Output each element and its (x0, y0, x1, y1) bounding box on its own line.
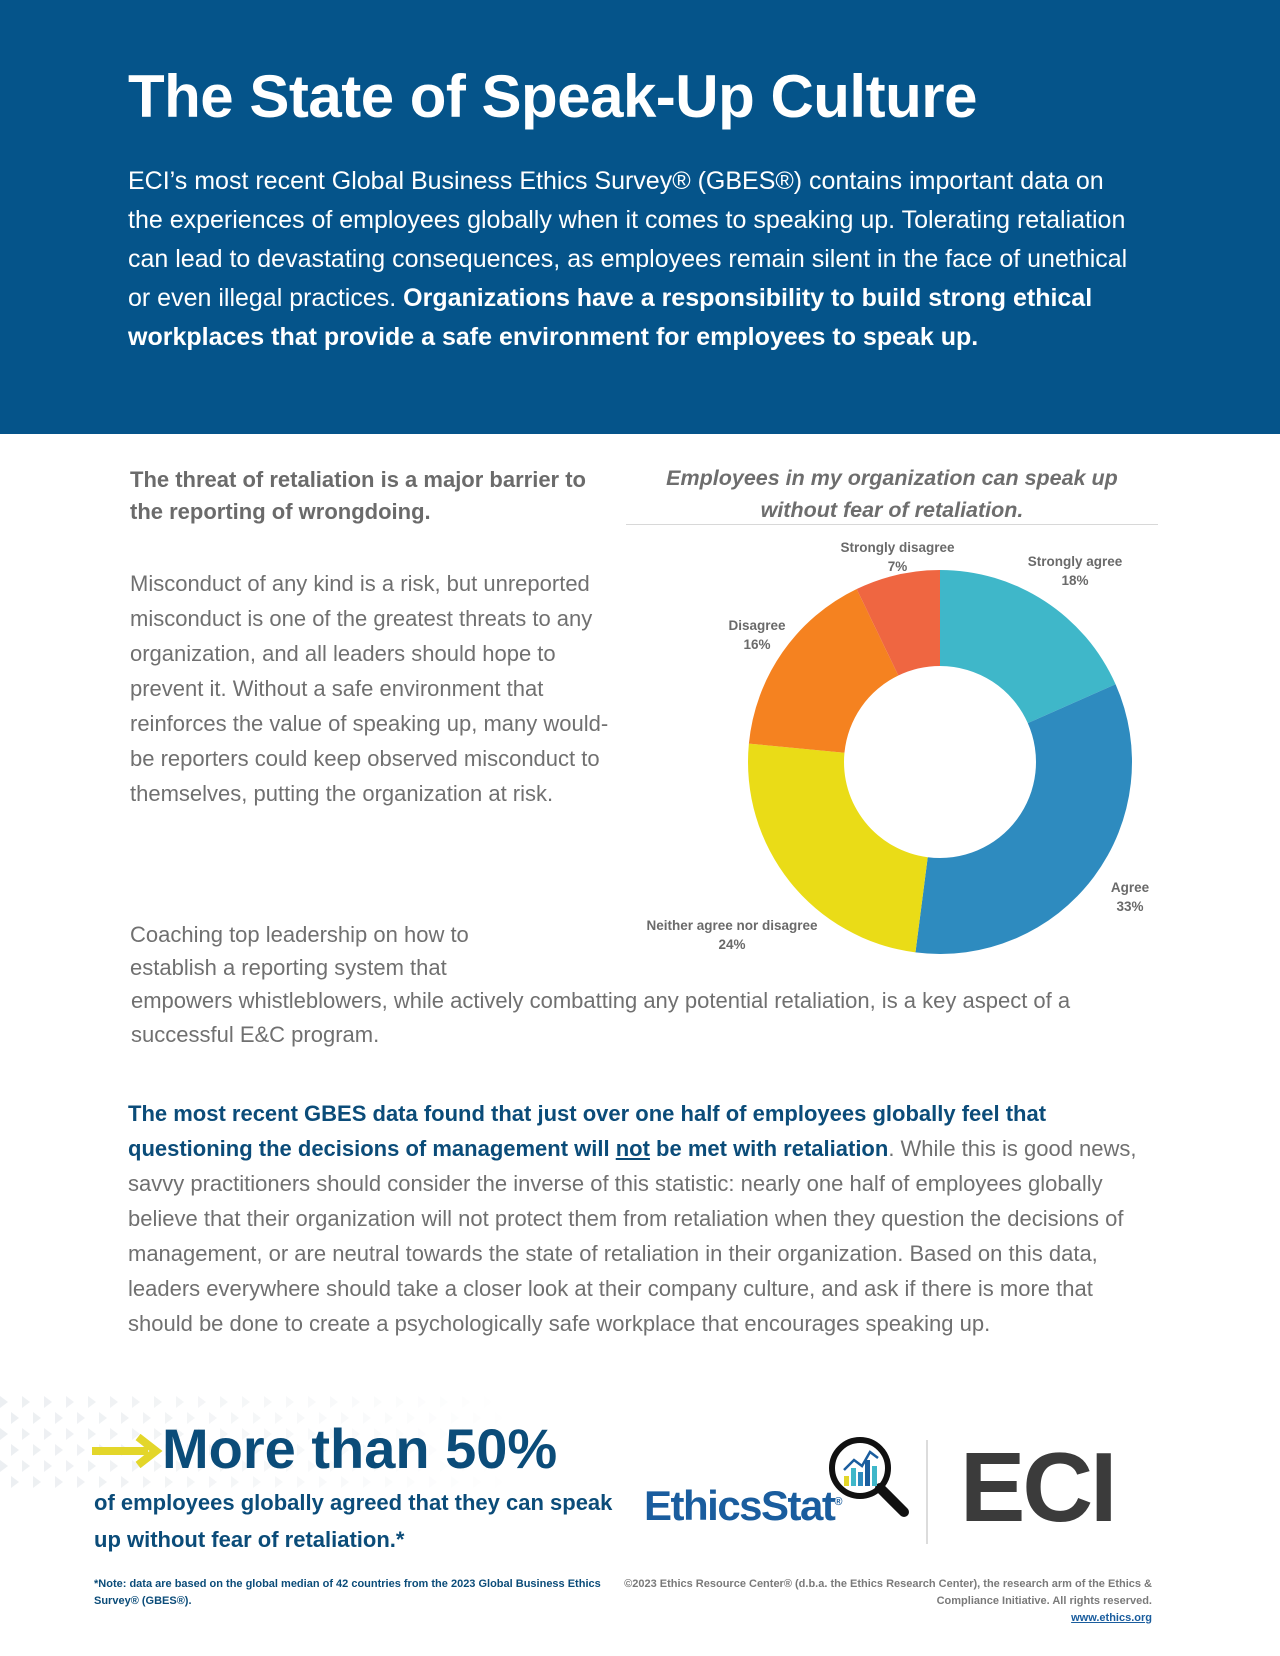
pattern-triangle (220, 1396, 228, 1408)
pattern-triangle (44, 1460, 52, 1472)
pattern-triangle (462, 1396, 470, 1408)
copyright-text: ©2023 Ethics Resource Center® (d.b.a. the Ethics Research Center), the research arm of the Ethics & Compliance Initiative. All rights reserved. (624, 1578, 1152, 1607)
pattern-triangle (484, 1396, 492, 1408)
chart-title: Employees in my organization can speak up without fear of retaliation. (666, 466, 1118, 522)
pattern-triangle (66, 1428, 74, 1440)
ethicsstat-logo (644, 1482, 843, 1530)
pattern-triangle (176, 1396, 184, 1408)
slice-label-name: Neither agree nor disagree (646, 918, 818, 933)
slice-label-strongly-disagree (830, 538, 965, 576)
pattern-triangle (418, 1396, 426, 1408)
callout-subtext: of employees globally agreed that they can speak up without fear of retaliation.* (94, 1490, 613, 1552)
slice-label-value: 33% (1116, 899, 1144, 914)
pattern-triangle (66, 1460, 74, 1472)
pattern-triangle (77, 1444, 85, 1456)
footnote: *Note: data are based on the global median of 42 countries from the 2023 Global Business Ethics Survey® (GBES®). (94, 1578, 601, 1607)
eci-logo: ECI (960, 1432, 1115, 1542)
pattern-triangle (121, 1412, 129, 1424)
slice-label-name: Agree (1110, 880, 1150, 895)
pattern-triangle (99, 1412, 107, 1424)
pattern-triangle (55, 1412, 63, 1424)
pattern-triangle (330, 1396, 338, 1408)
slice-label-neither (632, 916, 832, 954)
logo-divider (926, 1440, 928, 1544)
pattern-triangle (352, 1396, 360, 1408)
paragraph-misconduct: Misconduct of any kind is a risk, but unreported misconduct is one of the greatest threats to any organization, and all leaders should hope to prevent it. Without a safe environment that reinforces the value of speaking up, many would-be reporters could keep observed misconduct to themselves, putting the organization at risk. (130, 571, 609, 806)
pattern-triangle (396, 1396, 404, 1408)
pattern-triangle (22, 1428, 30, 1440)
hero-intro-lead: ECI’s most recent Global Business Ethics Survey® (GBES®) contains important data on the experiences of employees globally when it comes to speaking up. Tolerating retaliation can lead to devastating consequences, as employees remain silent in the face of unethical or even illegal practices. (128, 167, 1128, 312)
paragraph-coaching-start: Coaching top leadership on how to establish a reporting system that (130, 922, 469, 980)
pattern-triangle (88, 1396, 96, 1408)
pattern-triangle (132, 1396, 140, 1408)
pattern-triangle (33, 1476, 41, 1488)
pattern-triangle (242, 1396, 250, 1408)
finding-paragraph (128, 1096, 1148, 1341)
finding-highlight-post: be met with retaliation (649, 1136, 889, 1161)
pattern-triangle (22, 1460, 30, 1472)
finding-rest: . While this is good news, savvy practitioners should consider the inverse of this statistic: nearly one half of employees globally believe that their organization will not protect them from retaliation when they question the decisions of management, or are neutral towards the state of retaliation in their organization. Based on this data, leaders everywhere should take a closer look at their company culture, and ask if there is more that should be done to create a psychologically safe workplace that encourages speaking up. (128, 1136, 1137, 1336)
slice-label-name: Strongly disagree (840, 540, 955, 555)
pattern-triangle (77, 1476, 85, 1488)
registered-mark: ® (834, 1496, 843, 1508)
pattern-triangle (154, 1396, 162, 1408)
pattern-triangle (66, 1396, 74, 1408)
pattern-triangle (44, 1396, 52, 1408)
arrow-right-icon (92, 1434, 164, 1468)
section-lead: The threat of retaliation is a major barrier to the reporting of wrongdoing. (130, 467, 586, 524)
chart-title-rule (626, 524, 1158, 525)
pattern-triangle (374, 1396, 382, 1408)
pattern-triangle (143, 1412, 151, 1424)
hero-banner (0, 0, 1280, 434)
slice-label-name: Disagree (728, 618, 786, 633)
pattern-triangle (0, 1428, 8, 1440)
pattern-triangle (33, 1444, 41, 1456)
pattern-triangle (0, 1460, 8, 1472)
pattern-triangle (33, 1412, 41, 1424)
paragraph-coaching-end: empowers whistleblowers, while actively combatting any potential retaliation, is a key aspect of a successful E&C program. (131, 988, 1071, 1047)
magnifier-chart-icon (824, 1430, 914, 1520)
hero-intro-bold: Organizations have a responsibility to build strong ethical workplaces that provide a safe environment for employees to speak up. (128, 284, 1093, 351)
pattern-triangle (44, 1428, 52, 1440)
pattern-triangle (0, 1396, 8, 1408)
pattern-triangle (55, 1476, 63, 1488)
pattern-triangle (308, 1396, 316, 1408)
pattern-triangle (286, 1396, 294, 1408)
slice-label-value: 7% (887, 559, 908, 574)
website-link[interactable]: www.ethics.org (1071, 1612, 1152, 1624)
hero-intro (128, 162, 1128, 357)
slice-label-agree (1090, 878, 1170, 916)
slice-label-value: 24% (718, 937, 746, 952)
callout-big-stat: More than 50% (162, 1417, 558, 1480)
pattern-triangle (264, 1396, 272, 1408)
pattern-triangle (55, 1444, 63, 1456)
pattern-triangle (22, 1396, 30, 1408)
finding-highlight-pre: The most recent GBES data found that just over one half of employees globally feel that questioning the decisions of management will (128, 1101, 1047, 1161)
ethicsstat-wordmark: EthicsStat (644, 1482, 835, 1529)
slice-label-value: 18% (1061, 573, 1089, 588)
slice-label-disagree (712, 616, 802, 654)
logo-area (640, 1430, 1160, 1550)
pattern-triangle (77, 1412, 85, 1424)
pattern-triangle (11, 1444, 19, 1456)
pattern-triangle (11, 1476, 19, 1488)
pattern-triangle (110, 1396, 118, 1408)
pattern-triangle (11, 1412, 19, 1424)
slice-label-strongly-agree (1010, 552, 1140, 590)
copyright-block (620, 1576, 1152, 1627)
slice-label-value: 16% (743, 637, 771, 652)
pattern-triangle (440, 1396, 448, 1408)
slice-label-name: Strongly agree (1027, 554, 1123, 569)
finding-highlight-not: not (615, 1136, 650, 1161)
page-title: The State of Speak-Up Culture (128, 63, 977, 130)
pattern-triangle (198, 1396, 206, 1408)
